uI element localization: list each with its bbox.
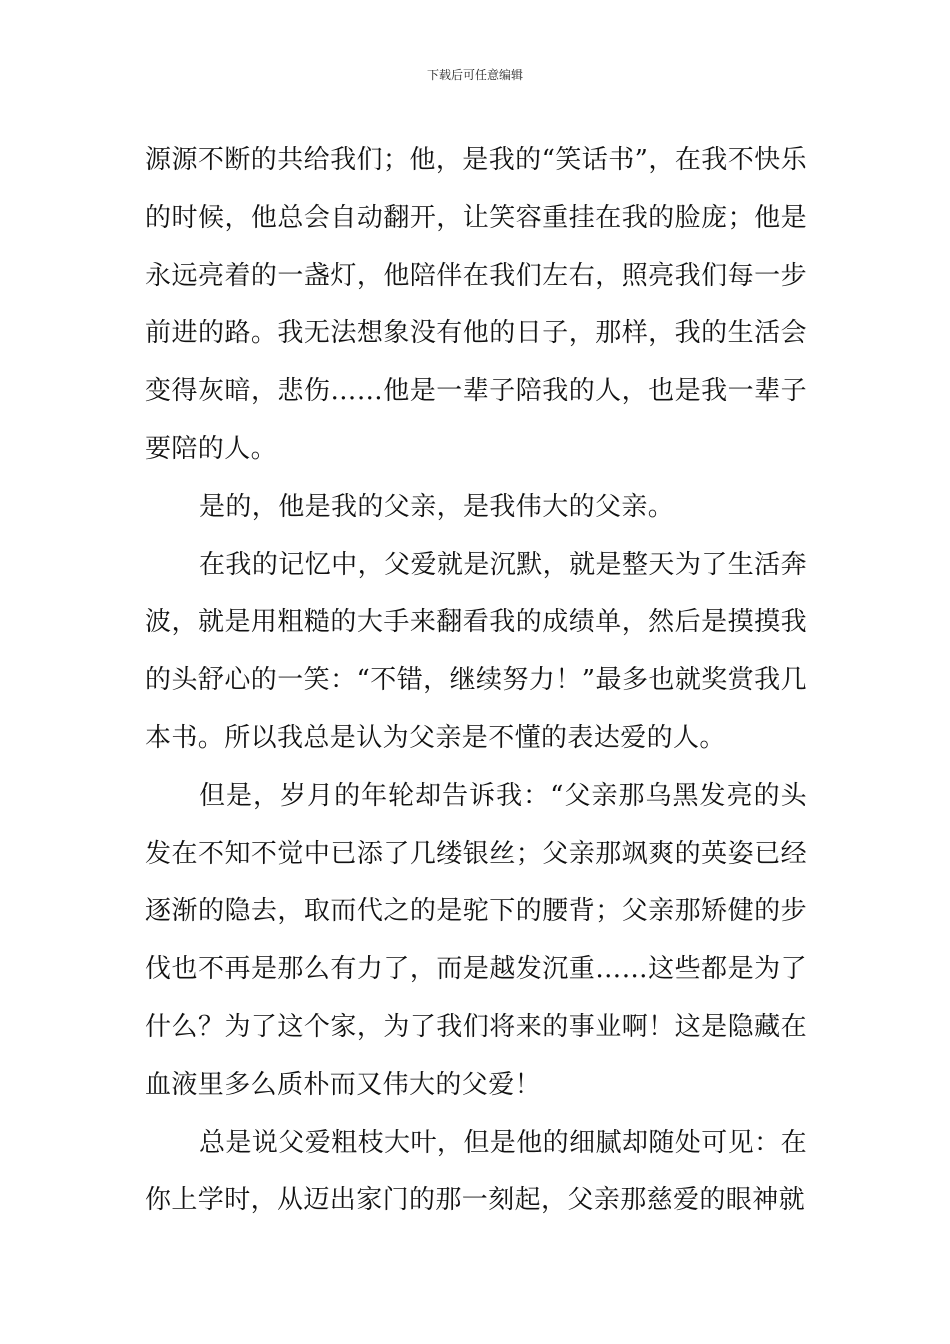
paragraph-4: 但是，岁月的年轮却告诉我：“父亲那乌黑发亮的头发在不知不觉中已添了几缕银丝；父亲那飒爽的英姿已经逐渐的隐去，取而代之的是驼下的腰背；父亲那矫健的步伐也不再是那么有力了，而是越发沉重……这些都是为了什么？为了这个家，为了我们将来的事业啊！这是隐藏在血液里多么质朴而又伟大的父爱！ [145,780,807,1100]
paragraph-2: 是的，他是我的父亲，是我伟大的父亲。 [199,491,675,522]
page-header: 下载后可任意编辑 [426,68,523,82]
paragraph-1: 源源不断的共给我们；他，是我的“笑话书”，在我不快乐的时候，他总会自动翻开，让笑容重挂在我的脸庞；他是永远亮着的一盏灯，他陪伴在我们左右，照亮我们每一步前进的路。我无法想象没有他的日子，那样，我的生活会变得灰暗，悲伤……他是一辈子陪我的人，也是我一辈子要陪的人。 [145,145,807,464]
document-body [145,132,807,1230]
paragraph-3: 在我的记忆中，父爱就是沉默，就是整天为了生活奔波，就是用粗糙的大手来翻看我的成绩单，然后是摸摸我的头舒心的一笑：“不错，继续努力！”最多也就奖赏我几本书。所以我总是认为父亲是不懂的表达爱的人。 [145,549,807,753]
paragraph-5: 总是说父爱粗枝大叶，但是他的细腻却随处可见：在你上学时，从迈出家门的那一刻起，父亲那慈爱的眼神就 [145,1127,807,1216]
